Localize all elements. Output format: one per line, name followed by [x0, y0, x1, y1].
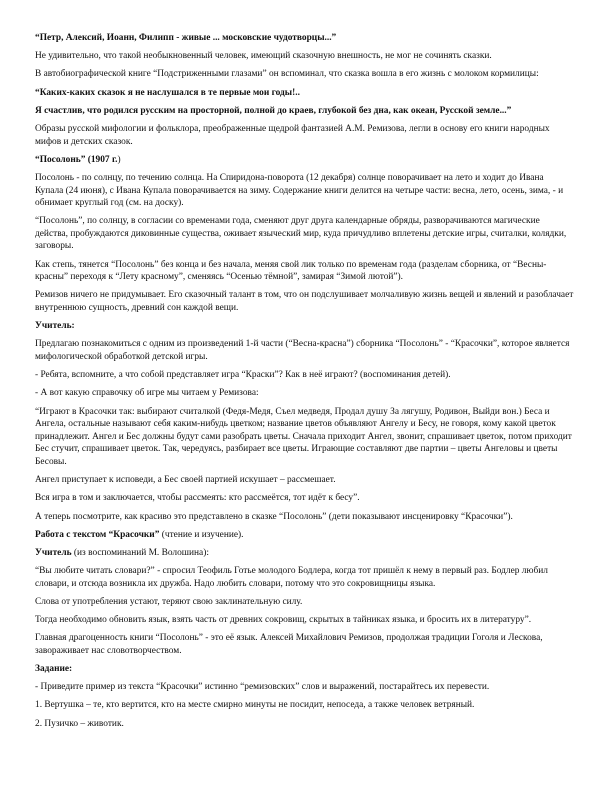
quote-moscow-saints: “Петр, Алексий, Иоанн, Филипп - живые ... московские чудотворцы...”: [35, 33, 337, 43]
paragraph-renew-language: Тогда необходимо обновить язык, взять часть от древних сокровищ, скрытых в тайниках языка, и бросить их в литературу”.: [35, 615, 532, 626]
paragraph-main-treasure: Главная драгоценность книги “Посолонь” - это её язык. Алексей Михайлович Ремизов, продолжая традиции Гоголя и Лескова, завораживает нас словотворчеством.: [35, 633, 543, 656]
paragraph-question-game: - Ребята, вспомните, а что собой представляет игра “Краски”? Как в неё играют? (воспоминания детей).: [35, 370, 451, 381]
paragraph-mythology-images: Образы русской мифологии и фольклора, преображенные щедрой фантазией А.М. Ремизова, легли в основу его книги народных мифов и детских сказок.: [35, 123, 550, 147]
list-item-vertushka: 1. Вертушка – те, кто вертится, кто на месте смирно минуты не посидит, непоседа, а также человек ветряный.: [35, 700, 475, 711]
paragraph-task-instruction: - Приведите пример из текста “Красочки” истинно “ремизовских” слов и выражений, постарайтесь их перевести.: [35, 682, 490, 693]
quote-fairy-tales: “Каких-каких сказок я не наслушался в те первые мои годы!..: [35, 87, 300, 98]
paragraph-autobiography: В автобиографической книге “Подстриженными глазами” он вспоминал, что сказка вошла в его жизнь с молоком кормилицы:: [35, 69, 539, 80]
heading-teacher-voloshin-bold: Учитель: [35, 547, 72, 558]
paragraph-unusual-man: Не удивительно, что такой необыкновенный человек, имеющий сказочную внешность, не мог не сочинять сказки.: [35, 51, 492, 62]
heading-task: Задание:: [35, 664, 73, 674]
paragraph-staging: А теперь посмотрите, как красиво это представлено в сказке “Посолонь” (дети показывают инсценировку “Красочки”).: [35, 511, 513, 522]
paragraph-krasochki-intro: Предлагаю познакомиться с одним из произведений 1-й части (“Весна-красна”) сборника “Посолонь” - “Красочки”, которое является мифологической обработкой детской игры.: [35, 339, 570, 362]
heading-posolon: [35, 154, 574, 167]
paragraph-words-tire: Слова от употребления устают, теряют свою заклинательную силу.: [35, 596, 303, 607]
paragraph-posolon-definition: Посолонь - по солнцу, по течению солнца. На Спиридона-поворота (12 декабря) солнце поворачивает на лето и ходит до Ивана Купала (24 июня), с Ивана Купала поворачивается на зиму. Содержание книги делится на четыре части: весна, лето, осень, зима, - и обнимает круглый год (см. на доску).: [35, 172, 564, 209]
paragraph-game-point: Вся игра в том и заключается, чтобы рассмеять: кто рассмеётся, тот идёт к бесу”.: [35, 493, 360, 504]
heading-posolon-title: “Посолонь” (1907 г.: [35, 154, 118, 165]
paragraph-dictionaries: “Вы любите читать словари?” - спросил Теофиль Готье молодого Бодлера, когда тот пришёл к нему в первый раз. Бодлер любил словари, и отсюда возникла их дружба. Надо любить словари, потому что это сокровищницы языка.: [35, 566, 548, 589]
heading-teacher: Учитель:: [35, 321, 75, 332]
heading-teacher-voloshin-rest: (из воспоминаний М. Волошина):: [71, 547, 209, 558]
paragraph-remizov-talent: Ремизов ничего не придумывает. Его сказочный талант в том, что он подслушивает молчаливую жизнь вещей и явлений и разоблачает внутреннюю сущность, древний сон каждой вещи.: [35, 290, 574, 314]
heading-text-work-bold: Работа с текстом “Красочки”: [35, 529, 160, 540]
quote-russian-land: Я счастлив, что родился русским на просторной, полной до краев, глубокой без дна, как океан, Русской земле...”: [35, 105, 512, 116]
paragraph-game-rules: “Играют в Красочки так: выбирают считалкой (Федя-Медя, Съел медведя, Продал душу За лягушу, Родивон, Выйди вон.) Беса и Ангела, остальные называют себя каким-нибудь цветком; название цветов объявляют Ангелу и Бесу, не говоря, кому какой цветок принадлежит. Ангел и Бес должны будут сами разобрать цветы. Сначала приходит Ангел, звонит, спрашивает цветок, потом приходит Бес стучит, спрашивает цветок. Так, чередуясь, разбирает все цветы. Играющие составляют две партии – цветы Ангеловы и цветы Бесовы.: [35, 406, 572, 467]
heading-posolon-tail: ): [117, 154, 121, 165]
heading-text-work: [35, 529, 574, 542]
paragraph-reference: - А вот какую справочку об игре мы читаем у Ремизова:: [35, 388, 259, 399]
paragraph-posolon-seasons: “Посолонь”, по солнцу, в согласии со временами года, сменяют друг друга календарные обряды, разворачиваются магические действа, пробуждаются диковинные существа, оживает языческий мир, куда причудливо вплетены детские игры, считалки, колядки, заговоры.: [35, 216, 567, 252]
heading-teacher-voloshin: [35, 547, 574, 560]
paragraph-steppe: Как степь, тянется “Посолонь” без конца и без начала, меняя свой лик только по временам года (разделам сборника, от “Весны-красны” переходя к “Лету красному”, сменяясь “Осенью тёмной”, замирая “Зимой лютой”).: [35, 259, 547, 283]
list-item-puzichko: 2. Пузичко – животик.: [35, 718, 124, 729]
heading-text-work-rest: (чтение и изучение).: [159, 529, 244, 540]
paragraph-angel-confession: Ангел приступает к исповеди, а Бес своей партией искушает – рассмешает.: [35, 475, 336, 486]
